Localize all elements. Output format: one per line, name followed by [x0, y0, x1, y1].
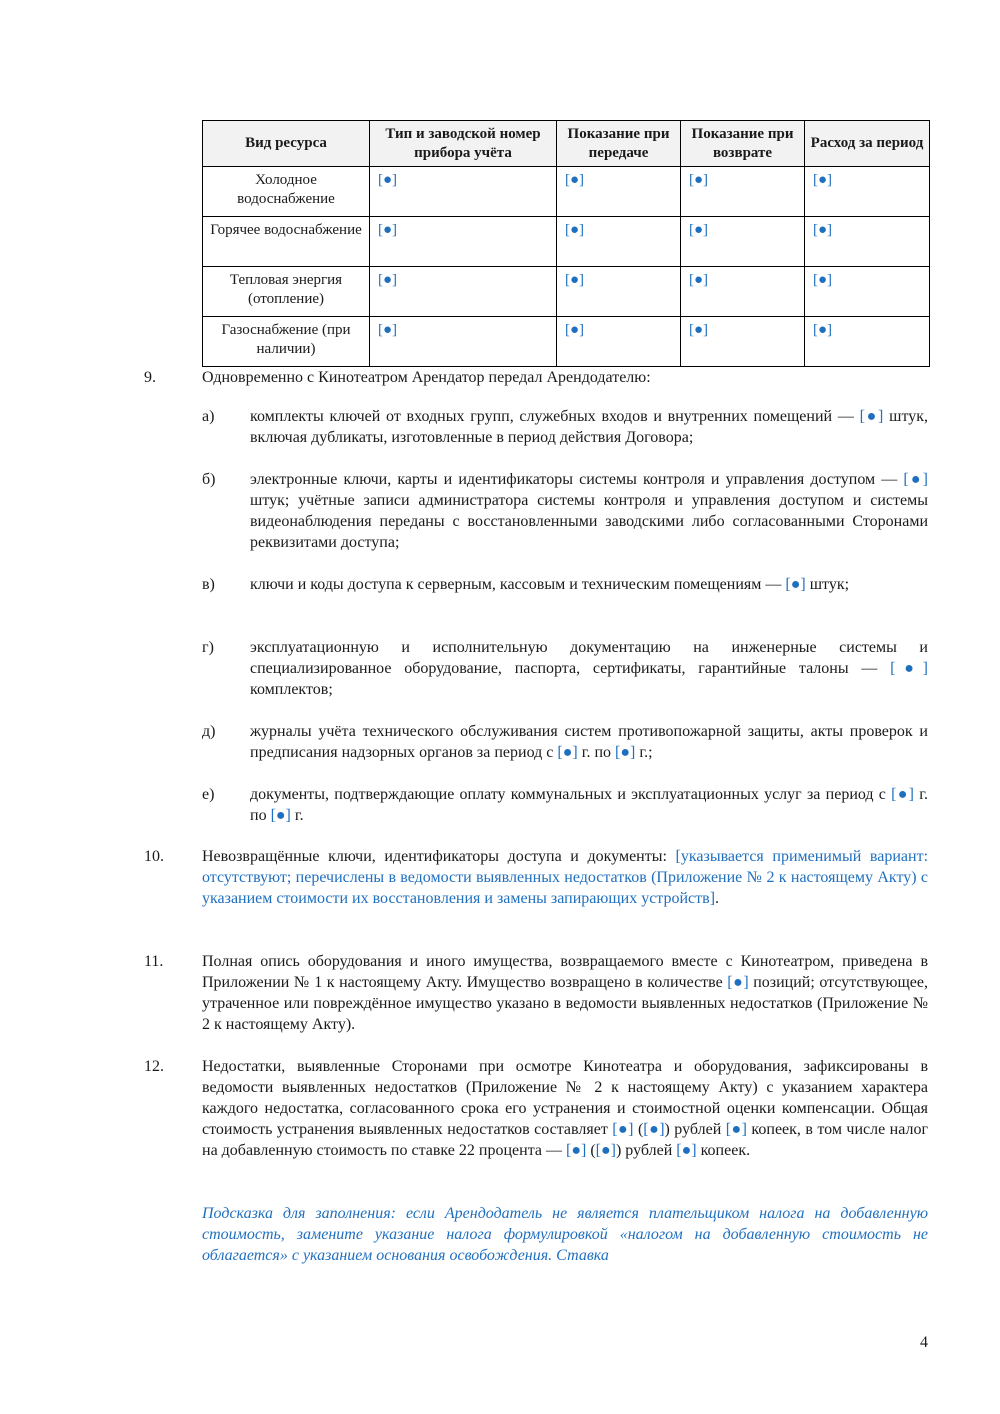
placeholder: [●] [725, 1121, 747, 1138]
placeholder: [●] [557, 744, 578, 761]
subclause-label: г) [202, 639, 214, 656]
clause-text: Одновременно с Кинотеатром Арендатор передал Арендодателю: [202, 369, 651, 386]
subclause-text: ключи и коды доступа к серверным, кассовым и техническим помещениям — [●] штук; [250, 576, 850, 593]
table-cell: [●] [557, 217, 681, 267]
table-header-row [203, 121, 930, 167]
table-cell: [●] [805, 267, 930, 317]
table-cell: [●] [370, 267, 557, 317]
table-cell: [●] [805, 167, 930, 217]
fill-in-hint: [указывается применимый вариант: отсутствуют; перечислены в ведомости выявленных недостатков (Приложение № 2 к настоящему Акту) с указанием стоимости их восстановления и замены запирающих устройств] [202, 848, 929, 907]
clause-number: 12. [144, 1058, 164, 1075]
subclause-label: а) [202, 408, 215, 425]
table-cell: [●] [681, 267, 805, 317]
column-header: Показание при передаче [557, 121, 681, 167]
clause-number: 10. [144, 848, 164, 865]
table-cell: [●] [681, 167, 805, 217]
table-cell: [●] [805, 217, 930, 267]
subclause-label: б) [202, 471, 216, 488]
placeholder: [●] [676, 1142, 697, 1159]
clause-text: Недостатки, выявленные Сторонами при осмотре Кинотеатра и оборудования, зафиксированы в ведомости выявленных недостатков (Приложение № 2 к настоящему Акту) с указанием характера каждого недостатка, согласованного срока его устранения и стоимостной оценки компенсации. Общая стоимость устранения выявленных недостатков составляет [●] ([●]) рублей [●] копеек, в том числе налог на добавленную стоимость по ставке 22 процента — [●] ([●]) рублей [●] копеек. [202, 1058, 929, 1159]
table-cell: [●] [805, 317, 930, 367]
table-row [203, 217, 930, 267]
resource-cell: Горячее водоснабжение [203, 217, 370, 267]
placeholder: [●] [270, 807, 291, 824]
table-row [203, 267, 930, 317]
subclause-text: комплекты ключей от входных групп, служебных входов и внутренних помещений — [●] штук, включая дубликаты, изготовленные в период действия Договора; [250, 408, 929, 446]
placeholder: [●] [891, 786, 914, 803]
column-header: Расход за период [805, 121, 930, 167]
table-row [203, 317, 930, 367]
placeholder: [●] [727, 974, 749, 991]
table-row [203, 167, 930, 217]
page-number: 4 [920, 1334, 928, 1351]
meter-readings-table [202, 120, 930, 367]
placeholder: [●] [615, 744, 636, 761]
column-header: Вид ресурса [203, 121, 370, 167]
placeholder: [●] [890, 660, 928, 677]
subclause-text: журналы учёта технического обслуживания систем противопожарной защиты, акты проверок и предписания надзорных органов за период с [●] г. по [●] г.; [250, 723, 928, 761]
column-header: Показание при возврате [681, 121, 805, 167]
placeholder: [●] [785, 576, 806, 593]
placeholder: [●] [565, 1142, 587, 1159]
table-cell: [●] [557, 167, 681, 217]
subclause-text: эксплуатационную и исполнительную документацию на инженерные системы и специализированное оборудование, паспорта, сертификаты, гарантийные талоны — [●] комплектов; [250, 639, 928, 698]
clause-text: Невозвращённые ключи, идентификаторы доступа и документы: [указывается применимый вариант: отсутствуют; перечислены в ведомости выявленных недостатков (Приложение № 2 к настоящему Акту) с указанием стоимости их восстановления и замены запирающих устройств]. [202, 848, 929, 907]
clause-number: 9. [144, 369, 156, 386]
placeholder: [●] [643, 1121, 665, 1138]
resource-cell: Газоснабжение (при наличии) [203, 317, 370, 367]
placeholder: [●] [612, 1121, 634, 1138]
table-cell: [●] [557, 317, 681, 367]
subclause-text: электронные ключи, карты и идентификаторы системы контроля и управления доступом — [●] штук; учётные записи администратора системы контроля и управления доступом и системы видеонаблюдения переданы с восстановленными заводскими либо согласованными Сторонами реквизитами доступа; [250, 471, 929, 551]
clause-text: Полная опись оборудования и иного имущества, возвращаемого вместе с Кинотеатром, приведена в Приложении № 1 к настоящему Акту. Имущество возвращено в количестве [●] позиций; отсутствующее, утраченное или повреждённое имущество указано в ведомости выявленных недостатков (Приложение № 2 к настоящему Акту). [202, 953, 928, 1033]
table-cell: [●] [370, 317, 557, 367]
resource-cell: Холодное водоснабжение [203, 167, 370, 217]
placeholder: [●] [903, 471, 929, 488]
placeholder: [●] [595, 1142, 616, 1159]
table-cell: [●] [681, 317, 805, 367]
subclause-text: документы, подтверждающие оплату коммунальных и эксплуатационных услуг за период с [●] г. по [●] г. [250, 786, 928, 824]
fill-in-hint-note: Подсказка для заполнения: если Арендодатель не является плательщиком налога на добавленную стоимость, замените указание налога формулировкой «налогом на добавленную стоимость не облагается» с указанием основания освобождения. Ставка [202, 1205, 928, 1264]
table-cell: [●] [681, 217, 805, 267]
column-header: Тип и заводской номер прибора учёта [370, 121, 557, 167]
table-cell: [●] [557, 267, 681, 317]
table-cell: [●] [370, 167, 557, 217]
clause-number: 11. [144, 953, 164, 970]
table-cell: [●] [370, 217, 557, 267]
subclause-label: е) [202, 786, 215, 803]
placeholder: [●] [859, 408, 884, 425]
resource-cell: Тепловая энергия (отопление) [203, 267, 370, 317]
subclause-label: в) [202, 576, 215, 593]
subclause-label: д) [202, 723, 216, 740]
